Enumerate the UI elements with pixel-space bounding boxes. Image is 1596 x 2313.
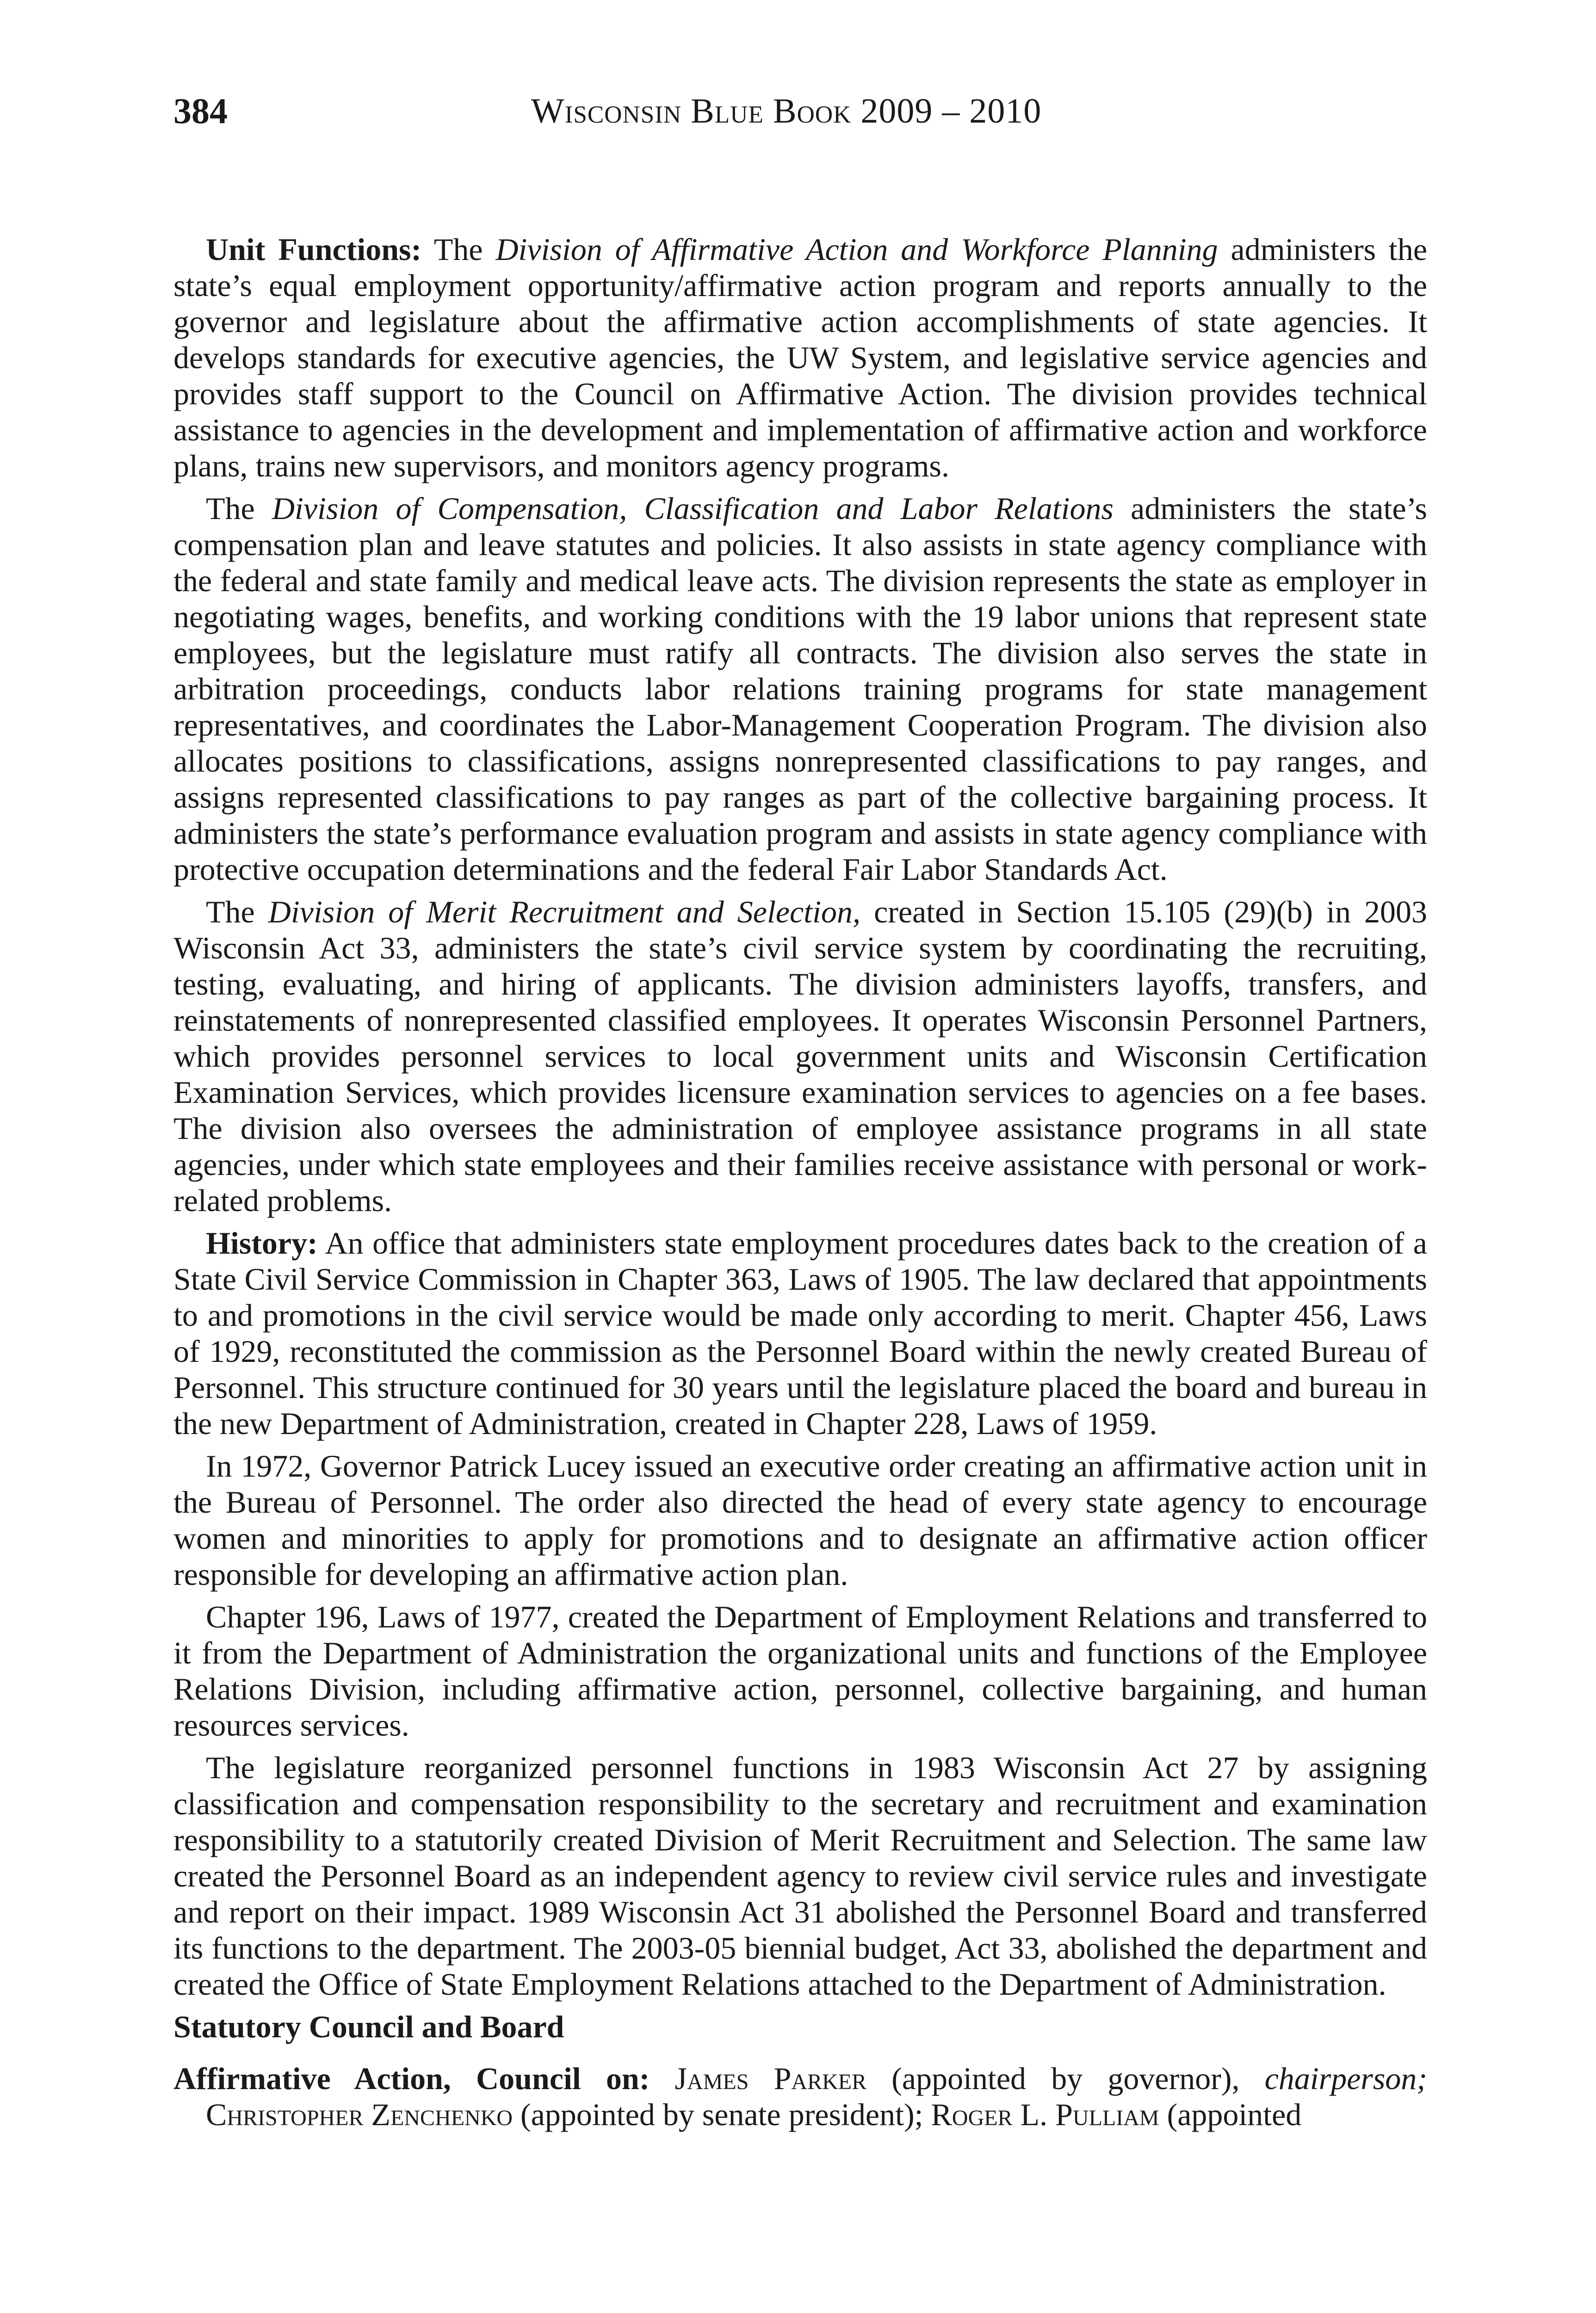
text-run: created in Section 15.105 (29)(b) in 2003 Wisconsin Act 33, administers the state’s civil service system by coordinating the recruiting, testing, evaluating, and hiring of applicants. The division administers layoffs, transfers, and reinstatements of nonrepresented classified employees. It operates Wisconsin Personnel Partners, which provides personnel services to local government units and Wisconsin Certification Examination Services, which provides licensure examination services to agencies on a fee bases. The division also oversees the administration of employee assistance programs in all state agencies, under which state employees and their families receive assistance with personal or work-related problems. [173,894,1428,1218]
paragraph-history-1983: The legislature reorganized personnel functions in 1983 Wisconsin Act 27 by assigning classification and compensation responsibility to the secretary and recruitment and examination responsibility to a statutorily created Division of Merit Recruitment and Selection. The same law created the Personnel Board as an independent agency to review civil service rules and investigate and report on their impact. 1989 Wisconsin Act 31 abolished the Personnel Board and transferred its functions to the department. The 2003-05 biennial budget, Act 33, abolished the department and created the Office of State Employment Relations attached to the Department of Administration. [173,1750,1427,2002]
paragraph-history [173,1225,1427,1441]
page-number: 384 [173,91,228,131]
running-head [0,90,1596,132]
division-name: Division of Merit Recruitment and Selection, [268,894,861,929]
council-entry [173,2060,1427,2133]
unit-functions-label: Unit Functions: [206,232,422,267]
text-run: (appointed by senate president); [513,2097,931,2132]
text-run: An office that administers state employment procedures dates back to the creation of a State Civil Service Commission in Chapter 363, Laws of 1905. The law declared that appointments to and promotions in the civil service would be made only according to merit. Chapter 456, Laws of 1929, reconstituted the commission as the Personnel Board within the newly created Bureau of Personnel. This structure continued for 30 years until the legislature placed the board and bureau in the new Department of Administration, created in Chapter 228, Laws of 1959. [173,1225,1427,1441]
paragraph-history-1977: Chapter 196, Laws of 1977, created the Department of Employment Relations and transferred to it from the Department of Administration the organizational units and functions of the Employee Relations Division, including affirmative action, personnel, collective bargaining, and human resources services. [173,1599,1427,1743]
member-name: James Parker [674,2061,867,2096]
member-name: Roger L. Pulliam [931,2097,1159,2132]
text-run: The [206,491,272,526]
history-label: History: [206,1225,318,1261]
text-run: The [206,894,268,929]
text-run: (appointed by governor), [866,2061,1265,2096]
text-run: (appointed [1159,2097,1302,2132]
council-label: Affirmative Action, Council on: [173,2061,650,2096]
text-run: The [421,232,496,267]
paragraph-history-1972: In 1972, Governor Patrick Lucey issued an executive order creating an affirmative action unit in the Bureau of Personnel. The order also directed the head of every state agency to encourage women and minorities to apply for promotions and to designate an affirmative action officer responsible for developing an affirmative action plan. [173,1448,1427,1592]
section-heading: Statutory Council and Board [173,2009,564,2044]
text-run: administers the state’s compensation plan and leave statutes and policies. It also assists in state agency compliance with the federal and state family and medical leave acts. The division represents the state as employer in negotiating wages, benefits, and working conditions with the 19 labor unions that represent state employees, but the legislature must ratify all contracts. The division also serves the state in arbitration proceedings, conducts labor relations training programs for state management representatives, and coordinates the Labor-Management Cooperation Program. The division also allocates positions to classifications, assigns nonrepresented classifications to pay ranges, and assigns represented classifications to pay ranges as part of the collective bargaining process. It administers the state’s performance evaluation program and assists in state agency compliance with protective occupation determinations and the federal Fair Labor Standards Act. [173,491,1427,887]
body-text [173,231,1427,2139]
member-title: chairperson; [1264,2061,1427,2096]
division-name: Division of Affirmative Action and Workforce Planning [495,232,1218,267]
paragraph-merit-division [173,894,1427,1218]
paragraph-unit-functions [173,231,1427,484]
member-name: Christopher Zenchenko [206,2097,513,2132]
paragraph-compensation-division [173,490,1427,887]
text-run: administers the state’s equal employment opportunity/affirmative action program and reports annually to the governor and legislature about the affirmative action accomplishments of state agencies. It develops standards for executive agencies, the UW System, and legislative service agencies and provides staff support to the Council on Affirmative Action. The division provides technical assistance to agencies in the development and implementation of affirmative action and workforce plans, trains new supervisors, and monitors agency programs. [173,232,1428,483]
division-name: Division of Compensation, Classification and Labor Relations [272,491,1113,526]
book-title: Wisconsin Blue Book 2009 – 2010 [531,92,1042,130]
